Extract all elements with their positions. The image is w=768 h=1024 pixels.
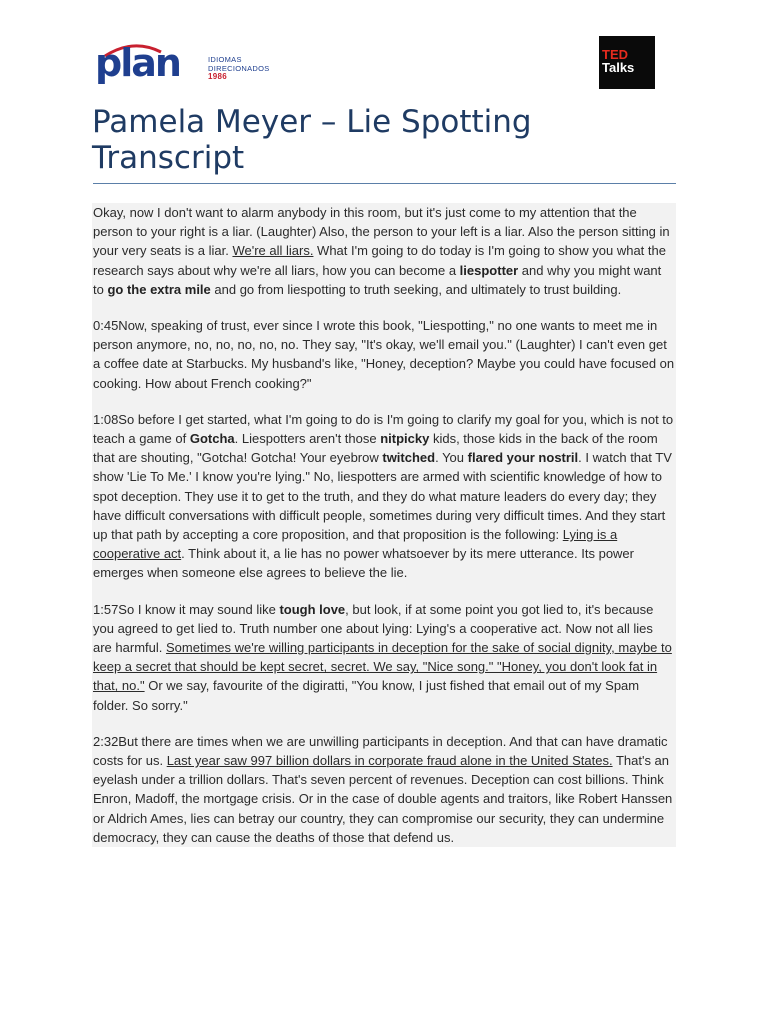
- transcript-paragraph: [92, 410, 676, 583]
- title-divider: [93, 183, 676, 184]
- bold-term: go the extra mile: [107, 281, 211, 297]
- ted-logo-text: TED: [602, 47, 628, 62]
- transcript-body: [92, 203, 676, 847]
- underlined-text: Last year saw 997 billion dollars in corporate fraud alone in the United States.: [166, 753, 613, 769]
- bold-term: liespotter: [459, 262, 519, 278]
- text-span: and go from liespotting to truth seeking, and ultimately to trust building.: [210, 281, 622, 297]
- logo-year: 1986: [208, 72, 227, 81]
- bold-term: flared your nostril: [467, 450, 579, 466]
- text-span: Or we say, favourite of the digiratti, "You know, I just fished that email out of my Spam folder. So sorry.": [93, 678, 640, 713]
- logo-sub-line2: DIRECIONADOS: [208, 63, 270, 73]
- text-span: kids, those kids in the back of the room that are shouting, "Gotcha! Gotcha! Your eyebrow: [93, 431, 658, 466]
- talks-logo-text: Talks: [602, 60, 635, 75]
- transcript-paragraph: [92, 203, 676, 299]
- text-span: 1:57So I know it may sound like: [93, 601, 280, 617]
- underlined-text: We're all liars.: [232, 243, 314, 259]
- text-span: , but look, if at some point you got lied to, it's because you agreed to get lied to. Truth number one about lying: Lying's a cooperative act. Now not all lies are harmful.: [93, 601, 654, 656]
- text-span: . I watch that TV show 'Lie To Me.' I know you're lying." No, liespotters are armed with scientific knowledge of how to spot deception. They use it to get to the truth, and they do what mature leaders do every day; they have difficult conversations with difficult people, sometimes during very difficult times. And they start up that path by accepting a core proposition, and that proposition is the following:: [93, 450, 672, 543]
- ted-talks-logo: [599, 36, 655, 89]
- text-span: What I'm going to do today is I'm going to show you what the research says about why we're all liars, how you can become a: [93, 243, 666, 278]
- transcript-paragraph: [92, 316, 676, 393]
- logo-sub-line1: IDIOMAS: [208, 55, 242, 64]
- page-title: Pamela Meyer – Lie Spotting Transcript: [92, 104, 532, 176]
- plan-logo: [95, 42, 285, 87]
- transcript-paragraph: [92, 600, 676, 715]
- text-span: . Think about it, a lie has no power whatsoever by its mere utterance. Its power emerges when someone else agrees to believe the lie.: [93, 546, 634, 581]
- text-span: 0:45Now, speaking of trust, ever since I wrote this book, "Liespotting," no one wants to meet me in person anymore, no, no, no, no, no. They say, "It's okay, we'll email you." (Laughter) I can't even get a coffee date at Starbucks. My husband's like, "Honey, deception? Maybe you could have focused on cooking. How about French cooking?": [93, 318, 675, 391]
- bold-term: twitched: [382, 450, 436, 466]
- underlined-text: Lying is a cooperative act: [93, 527, 618, 562]
- bold-term: tough love: [279, 601, 346, 617]
- text-span: Okay, now I don't want to alarm anybody in this room, but it's just come to my attention that the person to your right is a liar. (Laughter) Also, the person to your left is a liar. Also the person sitting in your very seats is a liar.: [93, 205, 670, 259]
- text-span: 1:08So before I get started, what I'm going to do is I'm going to clarify my goal for you, which is not to teach a game of: [93, 411, 674, 447]
- text-span: and why you might want to: [93, 262, 662, 297]
- text-span: . You: [435, 450, 468, 466]
- logo-subtitle: [208, 56, 270, 82]
- text-span: . Liespotters aren't those: [234, 431, 381, 447]
- bold-term: nitpicky: [380, 431, 430, 447]
- logo-wordmark: plan: [95, 41, 180, 85]
- text-span: That's an eyelash under a trillion dollars. That's seven percent of revenues. Deception can cost billions. Think Enron, Madoff, the mortgage crisis. Or in the case of double agents and traitors, like Robert Hanssen or Aldrich Ames, lies can betray our country, they can compromise our security, they can undermine democracy, they can cause the deaths of those that defend us.: [93, 753, 673, 845]
- bold-term: Gotcha: [189, 431, 235, 447]
- underlined-text: Sometimes we're willing participants in deception for the sake of social dignity, maybe to keep a secret that should be kept secret, secret. We say, "Nice song." "Honey, you don't look fat in that, no.": [93, 640, 672, 694]
- page-header: [0, 0, 768, 100]
- transcript-paragraph: [92, 732, 676, 847]
- text-span: 2:32But there are times when we are unwilling participants in deception. And that can have dramatic costs for us.: [93, 733, 668, 769]
